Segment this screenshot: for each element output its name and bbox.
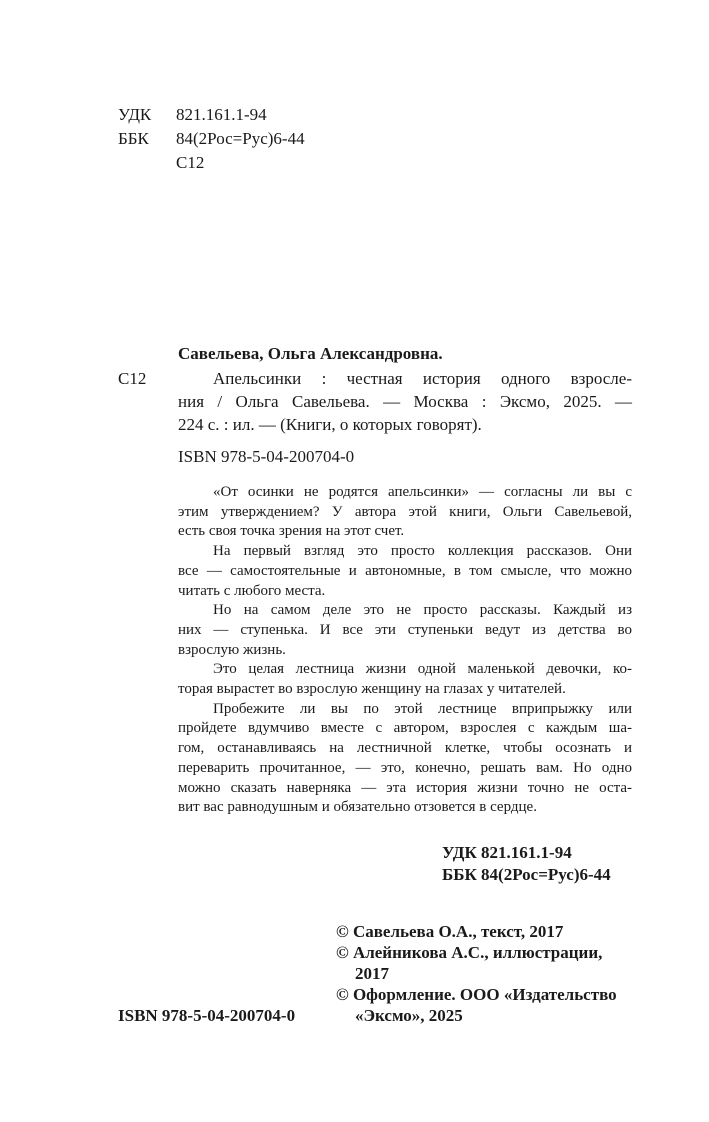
- annotation-line: есть своя точка зрения на этот счет.: [178, 523, 405, 540]
- copyright-illustrations-year: 2017: [355, 964, 389, 983]
- annotation-line: Но на самом деле это не просто рассказы. Каждый из: [213, 602, 632, 619]
- annotation-line: пройдете вдумчиво вместе с автором, взрослея с каждым ша-: [178, 720, 632, 737]
- author-heading: Савельева, Ольга Александровна.: [178, 344, 443, 363]
- author-mark: С12: [118, 369, 147, 388]
- copyright-illustrations: © Алейникова А.С., иллюстрации,: [336, 943, 603, 962]
- bottom-udk: УДК 821.161.1-94: [442, 843, 572, 862]
- annotation-line: торая вырастет во взрослую женщину на глазах у читателей.: [178, 681, 566, 698]
- annotation: [178, 483, 632, 818]
- annotation-line: читать с любого места.: [178, 582, 326, 599]
- bottom-bbk: ББК 84(2Рос=Рус)6-44: [442, 865, 611, 884]
- entry-line-1: Апельсинки : честная история одного взросле-: [213, 369, 632, 388]
- annotation-line: Это целая лестница жизни одной маленькой девочки, ко-: [213, 661, 632, 678]
- copyright-design: © Оформление. ООО «Издательство: [336, 985, 617, 1004]
- annotation-line: «От осинки не родятся апельсинки» — согласны ли вы с: [213, 484, 632, 500]
- annotation-line: них — ступенька. И все эти ступеньки ведут из детства во: [178, 621, 632, 638]
- annotation-line: Пробежите ли вы по этой лестнице вприпрыжку или: [213, 700, 632, 717]
- bbk-label: ББК: [118, 129, 149, 148]
- annotation-line: все — самостоятельные и автономные, в том смысле, что можно: [178, 562, 632, 579]
- author-mark-top: С12: [176, 153, 205, 172]
- bbk-value: 84(2Рос=Рус)6-44: [176, 129, 305, 148]
- annotation-line: взрослую жизнь.: [178, 641, 286, 658]
- entry-line-3: 224 с. : ил. — (Книги, о которых говорят).: [178, 415, 482, 434]
- annotation-line: На первый взгляд это просто коллекция рассказов. Они: [213, 543, 632, 560]
- annotation-line: гом, останавливаясь на лестничной клетке, чтобы осознать и: [178, 740, 632, 757]
- annotation-line: этим утверждением? У автора этой книги, Ольги Савельевой,: [178, 503, 632, 520]
- udk-label: УДК: [118, 105, 152, 124]
- annotation-line: можно сказать наверняка — эта история жизни точно не оста-: [178, 779, 632, 796]
- entry-isbn: ISBN 978-5-04-200704-0: [178, 447, 355, 466]
- copyright-text: © Савельева О.А., текст, 2017: [336, 922, 564, 941]
- annotation-line: вит вас равнодушным и обязательно отзовется в сердце.: [178, 799, 537, 816]
- bottom-isbn: ISBN 978-5-04-200704-0: [118, 1006, 296, 1025]
- udk-value: 821.161.1-94: [176, 105, 267, 124]
- annotation-line: переварить прочитанное, — это, конечно, решать вам. Но одно: [178, 759, 632, 776]
- entry-line-2: ния / Ольга Савельева. — Москва : Эксмо, 2025. —: [178, 392, 632, 411]
- copyright-design-publisher: «Эксмо», 2025: [355, 1006, 463, 1025]
